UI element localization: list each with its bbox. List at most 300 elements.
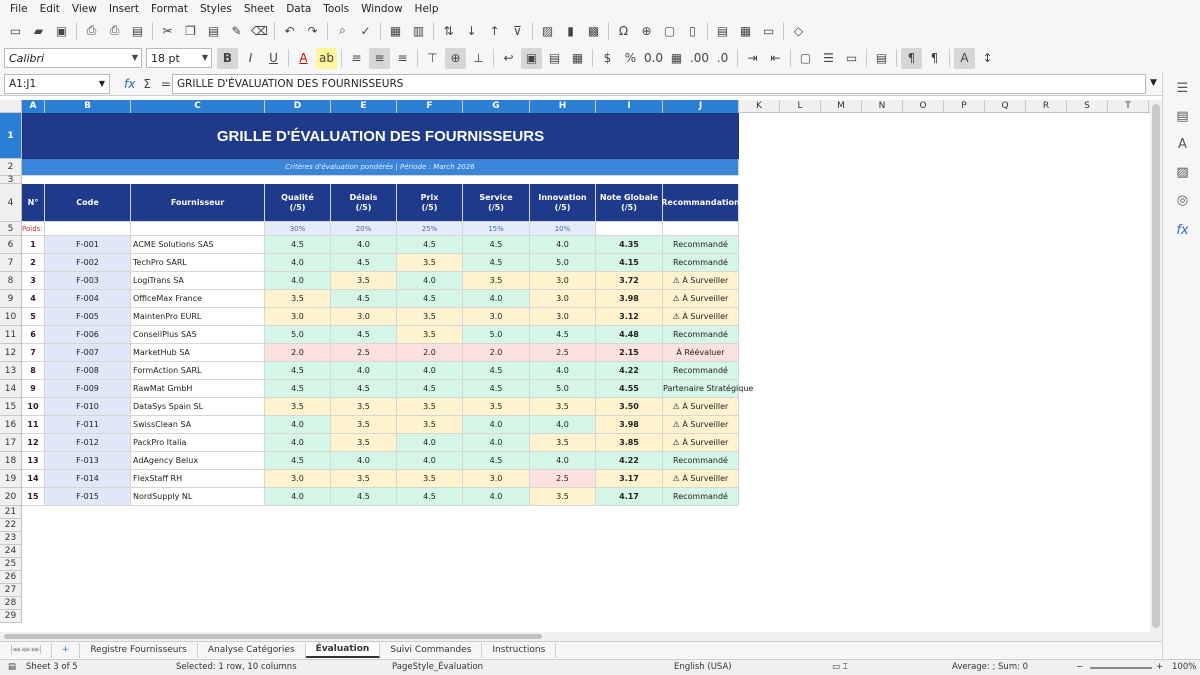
score-cell[interactable]: 4.5 <box>265 380 331 398</box>
recommendation-cell[interactable]: Recommandé <box>663 452 739 470</box>
column-icon[interactable]: ▥ <box>412 23 425 38</box>
row-number-cell[interactable]: 3 <box>22 272 45 290</box>
score-cell[interactable]: 3.5 <box>331 272 397 290</box>
font-name-box[interactable] <box>4 48 142 68</box>
weight-cell[interactable]: 25% <box>397 222 463 236</box>
score-cell[interactable]: 3.0 <box>265 470 331 488</box>
row-header[interactable]: 15 <box>0 398 22 416</box>
gallery-icon[interactable]: ▨ <box>1176 165 1189 180</box>
row-header[interactable]: 16 <box>0 416 22 434</box>
zoom-level[interactable]: 100% <box>1172 662 1197 672</box>
wrap-text-icon[interactable]: ↩ <box>503 51 514 65</box>
score-cell[interactable]: 3.0 <box>331 308 397 326</box>
row-number-cell[interactable]: 15 <box>22 488 45 506</box>
score-cell[interactable]: 2.5 <box>331 344 397 362</box>
row-header[interactable]: 22 <box>0 519 22 532</box>
row-number-cell[interactable]: 5 <box>22 308 45 326</box>
score-cell[interactable]: 4.0 <box>331 362 397 380</box>
recommendation-cell[interactable]: Recommandé <box>663 326 739 344</box>
right-to-left-icon[interactable]: ¶ <box>930 51 939 65</box>
zoom-out-icon[interactable]: − <box>1076 662 1084 672</box>
row-header[interactable]: 9 <box>0 290 22 308</box>
score-cell[interactable]: 3.5 <box>331 470 397 488</box>
weight-cell[interactable]: 10% <box>530 222 596 236</box>
score-cell[interactable]: 4.0 <box>463 416 530 434</box>
column-header[interactable]: T <box>1108 100 1149 113</box>
score-cell[interactable]: 4.0 <box>331 236 397 254</box>
redo-icon[interactable]: ↷ <box>307 23 318 38</box>
menu-item[interactable]: Tools <box>323 2 350 15</box>
new-document-icon[interactable]: ▭ <box>9 23 22 38</box>
score-cell[interactable]: 3.5 <box>397 254 463 272</box>
cell[interactable] <box>131 222 265 236</box>
define-print-area-icon[interactable]: ▤ <box>716 23 729 38</box>
score-cell[interactable]: 4.5 <box>397 488 463 506</box>
overall-score-cell[interactable]: 3.72 <box>596 272 663 290</box>
score-cell[interactable]: 4.0 <box>530 362 596 380</box>
language-status[interactable]: English (USA) <box>674 662 732 672</box>
score-cell[interactable]: 2.0 <box>397 344 463 362</box>
supplier-code-cell[interactable]: F-001 <box>45 236 131 254</box>
supplier-code-cell[interactable]: F-007 <box>45 344 131 362</box>
border-color-icon[interactable]: ▭ <box>845 51 858 65</box>
open-folder-icon[interactable]: ▰ <box>33 23 44 38</box>
column-header[interactable]: H <box>530 100 596 113</box>
highlight-color-icon[interactable]: ab <box>316 48 337 69</box>
score-cell[interactable]: 3.0 <box>530 272 596 290</box>
clear-formatting-icon[interactable]: ⌫ <box>251 23 268 38</box>
overall-score-cell[interactable]: 3.98 <box>596 290 663 308</box>
supplier-name-cell[interactable]: OfficeMax France <box>131 290 265 308</box>
supplier-code-cell[interactable]: F-011 <box>45 416 131 434</box>
score-cell[interactable]: 4.5 <box>265 362 331 380</box>
column-header[interactable]: B <box>45 100 131 113</box>
score-cell[interactable]: 3.5 <box>463 398 530 416</box>
overall-score-cell[interactable]: 4.15 <box>596 254 663 272</box>
supplier-code-cell[interactable]: F-008 <box>45 362 131 380</box>
column-title-cell[interactable] <box>331 184 397 222</box>
supplier-name-cell[interactable]: FormAction SARL <box>131 362 265 380</box>
column-title-cell[interactable] <box>131 184 265 222</box>
row-header[interactable]: 19 <box>0 470 22 488</box>
score-cell[interactable]: 4.0 <box>265 488 331 506</box>
score-cell[interactable]: 5.0 <box>265 326 331 344</box>
score-cell[interactable]: 5.0 <box>530 380 596 398</box>
functions-icon[interactable]: fx <box>1176 223 1189 238</box>
supplier-name-cell[interactable]: ACME Solutions SAS <box>131 236 265 254</box>
column-header[interactable]: R <box>1026 100 1067 113</box>
overall-score-cell[interactable]: 4.35 <box>596 236 663 254</box>
column-header[interactable]: F <box>397 100 463 113</box>
row-header[interactable]: 8 <box>0 272 22 290</box>
left-to-right-icon[interactable]: ¶ <box>901 48 922 69</box>
supplier-name-cell[interactable]: MarketHub SA <box>131 344 265 362</box>
score-cell[interactable]: 4.5 <box>331 290 397 308</box>
score-cell[interactable]: 3.0 <box>463 470 530 488</box>
menu-item[interactable]: Help <box>414 2 439 15</box>
row-header[interactable]: 25 <box>0 558 22 571</box>
column-header[interactable]: G <box>463 100 530 113</box>
menu-item[interactable]: File <box>10 2 28 15</box>
clone-formatting-icon[interactable]: ✎ <box>231 23 242 38</box>
overall-score-cell[interactable]: 3.85 <box>596 434 663 452</box>
row-header[interactable]: 14 <box>0 380 22 398</box>
score-cell[interactable]: 4.5 <box>463 380 530 398</box>
row-header[interactable]: 27 <box>0 584 22 597</box>
autofilter-icon[interactable]: ⊽ <box>513 23 522 38</box>
menu-item[interactable]: Edit <box>39 2 60 15</box>
score-cell[interactable]: 2.0 <box>463 344 530 362</box>
sheet-tab[interactable]: Instructions <box>482 643 556 658</box>
unmerge-cells-icon[interactable]: ▦ <box>571 51 584 65</box>
styles-icon[interactable]: A <box>1178 137 1187 152</box>
recommendation-cell[interactable]: ⚠ À Surveiller <box>663 308 739 326</box>
column-title-cell[interactable] <box>530 184 596 222</box>
column-title-cell[interactable] <box>265 184 331 222</box>
row-header[interactable]: 29 <box>0 610 22 623</box>
score-cell[interactable]: 4.0 <box>463 434 530 452</box>
score-cell[interactable]: 3.5 <box>397 398 463 416</box>
row-number-cell[interactable]: 10 <box>22 398 45 416</box>
score-cell[interactable]: 2.5 <box>530 344 596 362</box>
score-cell[interactable]: 4.5 <box>265 236 331 254</box>
row-number-cell[interactable]: 13 <box>22 452 45 470</box>
row-number-cell[interactable]: 14 <box>22 470 45 488</box>
supplier-name-cell[interactable]: FlexStaff RH <box>131 470 265 488</box>
score-cell[interactable]: 4.0 <box>397 434 463 452</box>
score-cell[interactable]: 4.0 <box>265 272 331 290</box>
row-header[interactable]: 26 <box>0 571 22 584</box>
row-header[interactable]: 21 <box>0 506 22 519</box>
score-cell[interactable]: 4.5 <box>331 488 397 506</box>
sum-icon[interactable]: Σ <box>143 76 151 91</box>
sheet-title-cell[interactable]: GRILLE D'ÉVALUATION DES FOURNISSEURS <box>22 113 739 159</box>
row-header[interactable]: 13 <box>0 362 22 380</box>
score-cell[interactable]: 4.5 <box>331 380 397 398</box>
score-cell[interactable]: 4.5 <box>530 326 596 344</box>
row-header[interactable]: 17 <box>0 434 22 452</box>
recommendation-cell[interactable]: À Réévaluer <box>663 344 739 362</box>
properties-icon[interactable]: ▤ <box>1176 109 1189 124</box>
align-left-icon[interactable]: ≡ <box>351 51 362 65</box>
menu-item[interactable]: View <box>71 2 97 15</box>
column-header[interactable]: L <box>780 100 821 113</box>
function-wizard-icon[interactable]: fx <box>124 76 136 91</box>
row-header[interactable]: 20 <box>0 488 22 506</box>
cell[interactable] <box>596 222 663 236</box>
score-cell[interactable]: 4.5 <box>331 326 397 344</box>
score-cell[interactable]: 4.5 <box>463 236 530 254</box>
freeze-rows-columns-icon[interactable]: ▦ <box>739 23 752 38</box>
score-cell[interactable]: 4.0 <box>397 362 463 380</box>
score-cell[interactable]: 3.5 <box>530 434 596 452</box>
row-header[interactable]: 12 <box>0 344 22 362</box>
vertical-text-icon[interactable]: ↕ <box>982 51 993 65</box>
find-replace-icon[interactable]: ⌕ <box>339 23 346 37</box>
cell[interactable] <box>663 222 739 236</box>
recommendation-cell[interactable]: ⚠ À Surveiller <box>663 398 739 416</box>
currency-format-icon[interactable]: $ <box>603 51 612 65</box>
sheet-tab[interactable]: Suivi Commandes <box>380 643 482 658</box>
overall-score-cell[interactable]: 4.17 <box>596 488 663 506</box>
scrollbar-thumb[interactable] <box>1152 104 1160 628</box>
supplier-name-cell[interactable]: SwissClean SA <box>131 416 265 434</box>
recommendation-cell[interactable]: Recommandé <box>663 362 739 380</box>
supplier-name-cell[interactable]: TechPro SARL <box>131 254 265 272</box>
sort-icon[interactable]: ⇅ <box>443 23 454 38</box>
paste-icon[interactable]: ▤ <box>207 23 220 38</box>
italic-icon[interactable]: I <box>248 51 253 65</box>
select-all-corner[interactable] <box>0 100 22 113</box>
align-top-icon[interactable]: ⊤ <box>427 51 438 65</box>
row-icon[interactable]: ▦ <box>389 23 402 38</box>
vertical-scrollbar[interactable] <box>1150 100 1162 632</box>
overall-score-cell[interactable]: 3.17 <box>596 470 663 488</box>
decrease-indent-icon[interactable]: ⇤ <box>770 51 781 65</box>
score-cell[interactable]: 4.5 <box>463 362 530 380</box>
supplier-name-cell[interactable]: PackPro Italia <box>131 434 265 452</box>
tab-navigation-icon[interactable]: |◂◂ ◂ ▸ ▸▸| <box>0 643 52 658</box>
score-cell[interactable]: 3.0 <box>530 290 596 308</box>
supplier-name-cell[interactable]: DataSys Spain SL <box>131 398 265 416</box>
sort-ascending-icon[interactable]: ↓ <box>466 23 477 38</box>
score-cell[interactable]: 2.5 <box>530 470 596 488</box>
weight-cell[interactable]: 20% <box>331 222 397 236</box>
column-title-cell[interactable] <box>22 184 45 222</box>
overall-score-cell[interactable]: 3.12 <box>596 308 663 326</box>
score-cell[interactable]: 4.5 <box>265 452 331 470</box>
supplier-code-cell[interactable]: F-015 <box>45 488 131 506</box>
supplier-name-cell[interactable]: NordSupply NL <box>131 488 265 506</box>
hyperlink-icon[interactable]: ⊕ <box>641 23 652 38</box>
horizontal-scrollbar[interactable] <box>0 632 1162 641</box>
supplier-name-cell[interactable]: AdAgency Belux <box>131 452 265 470</box>
score-cell[interactable]: 4.5 <box>397 236 463 254</box>
score-cell[interactable]: 5.0 <box>463 326 530 344</box>
score-cell[interactable]: 4.0 <box>463 488 530 506</box>
comment-icon[interactable]: ▢ <box>663 23 676 38</box>
score-cell[interactable]: 3.5 <box>397 308 463 326</box>
supplier-name-cell[interactable]: RawMat GmbH <box>131 380 265 398</box>
date-format-icon[interactable]: ▦ <box>670 51 683 65</box>
selection-mode-icon[interactable]: ▭ ⌶ <box>832 662 848 672</box>
row-header[interactable]: 2 <box>0 159 22 176</box>
row-header[interactable]: 18 <box>0 452 22 470</box>
recommendation-cell[interactable]: Recommandé <box>663 488 739 506</box>
show-draw-functions-icon[interactable]: ◇ <box>793 23 804 38</box>
copy-icon[interactable]: ❐ <box>185 23 196 38</box>
column-title-cell[interactable] <box>463 184 530 222</box>
column-title-cell[interactable] <box>45 184 131 222</box>
add-decimal-icon[interactable]: .00 <box>689 51 710 65</box>
score-cell[interactable]: 3.5 <box>331 398 397 416</box>
merge-cells-icon[interactable]: ▤ <box>548 51 561 65</box>
recommendation-cell[interactable]: ⚠ À Surveiller <box>663 434 739 452</box>
undo-icon[interactable]: ↶ <box>284 23 295 38</box>
weight-cell[interactable]: 15% <box>463 222 530 236</box>
score-cell[interactable]: 4.5 <box>331 254 397 272</box>
score-cell[interactable]: 3.0 <box>265 308 331 326</box>
column-header[interactable]: O <box>903 100 944 113</box>
conditional-format-icon[interactable]: ▤ <box>875 51 888 65</box>
font-color-icon[interactable]: A <box>299 51 308 65</box>
scrollbar-thumb[interactable] <box>4 634 542 639</box>
row-number-cell[interactable]: 7 <box>22 344 45 362</box>
split-window-icon[interactable]: ▭ <box>762 23 775 38</box>
score-cell[interactable]: 3.5 <box>331 416 397 434</box>
supplier-code-cell[interactable]: F-010 <box>45 398 131 416</box>
text-orientation-icon[interactable]: A <box>954 48 975 69</box>
recommendation-cell[interactable]: ⚠ À Surveiller <box>663 416 739 434</box>
recommendation-cell[interactable]: Partenaire Stratégique <box>663 380 739 398</box>
score-cell[interactable]: 3.5 <box>530 488 596 506</box>
column-title-cell[interactable] <box>397 184 463 222</box>
menu-item[interactable]: Insert <box>108 2 139 15</box>
recommendation-cell[interactable]: Recommandé <box>663 236 739 254</box>
supplier-name-cell[interactable]: LogiTrans SA <box>131 272 265 290</box>
row-number-cell[interactable]: 9 <box>22 380 45 398</box>
score-cell[interactable]: 4.0 <box>397 272 463 290</box>
row-number-cell[interactable]: 12 <box>22 434 45 452</box>
supplier-code-cell[interactable]: F-012 <box>45 434 131 452</box>
overall-score-cell[interactable]: 3.50 <box>596 398 663 416</box>
pivot-table-icon[interactable]: ▩ <box>587 23 600 38</box>
row-header[interactable]: 3 <box>0 176 22 184</box>
column-header[interactable]: J <box>663 100 739 113</box>
menu-item[interactable]: Window <box>361 2 403 15</box>
column-header[interactable]: P <box>944 100 985 113</box>
row-header[interactable]: 23 <box>0 532 22 545</box>
supplier-code-cell[interactable]: F-006 <box>45 326 131 344</box>
export-pdf-icon[interactable]: ⎙ <box>86 23 97 37</box>
zoom-in-icon[interactable]: + <box>1156 662 1164 672</box>
score-cell[interactable]: 4.0 <box>265 416 331 434</box>
column-header[interactable]: D <box>265 100 331 113</box>
sheet-subtitle-cell[interactable]: Critères d'évaluation pondérés | Période : March 2026 <box>22 159 739 176</box>
formula-input[interactable] <box>172 74 1146 94</box>
row-header[interactable]: 6 <box>0 236 22 254</box>
score-cell[interactable]: 2.0 <box>265 344 331 362</box>
spreadsheet-grid[interactable] <box>0 100 1162 632</box>
row-header[interactable]: 5 <box>0 222 22 236</box>
expand-formula-icon[interactable]: ▼ <box>1150 78 1157 88</box>
score-cell[interactable]: 4.0 <box>265 254 331 272</box>
score-cell[interactable]: 4.0 <box>463 290 530 308</box>
header-footer-icon[interactable]: ▯ <box>689 23 696 38</box>
supplier-code-cell[interactable]: F-009 <box>45 380 131 398</box>
weight-cell[interactable]: 30% <box>265 222 331 236</box>
align-right-icon[interactable]: ≡ <box>397 51 408 65</box>
score-cell[interactable]: 3.5 <box>463 272 530 290</box>
number-format-icon[interactable]: 0.0 <box>643 51 664 65</box>
print-icon[interactable]: ⎙ <box>109 23 120 37</box>
column-header[interactable]: E <box>331 100 397 113</box>
row-number-cell[interactable]: 1 <box>22 236 45 254</box>
supplier-code-cell[interactable]: F-003 <box>45 272 131 290</box>
sort-descending-icon[interactable]: ↑ <box>489 23 500 38</box>
menu-item[interactable]: Sheet <box>243 2 275 15</box>
insert-image-icon[interactable]: ▨ <box>541 23 554 38</box>
column-header[interactable]: S <box>1067 100 1108 113</box>
overall-score-cell[interactable]: 3.98 <box>596 416 663 434</box>
print-preview-icon[interactable]: ▤ <box>131 23 144 38</box>
score-cell[interactable]: 4.5 <box>463 452 530 470</box>
recommendation-cell[interactable]: ⚠ À Surveiller <box>663 272 739 290</box>
supplier-code-cell[interactable]: F-005 <box>45 308 131 326</box>
align-center-icon[interactable]: ≡ <box>369 48 390 69</box>
supplier-name-cell[interactable]: MaintenPro EURL <box>131 308 265 326</box>
score-cell[interactable]: 4.0 <box>397 452 463 470</box>
overall-score-cell[interactable]: 4.22 <box>596 362 663 380</box>
menu-item[interactable]: Styles <box>199 2 232 15</box>
overall-score-cell[interactable]: 4.22 <box>596 452 663 470</box>
score-cell[interactable]: 3.5 <box>265 290 331 308</box>
spellcheck-icon[interactable]: ✓ <box>360 23 371 38</box>
column-header[interactable]: Q <box>985 100 1026 113</box>
recommendation-cell[interactable]: Recommandé <box>663 254 739 272</box>
menu-item[interactable]: Data <box>286 2 312 15</box>
insert-chart-icon[interactable]: ▮ <box>567 23 574 38</box>
supplier-code-cell[interactable]: F-002 <box>45 254 131 272</box>
score-cell[interactable]: 4.0 <box>530 236 596 254</box>
increase-indent-icon[interactable]: ⇥ <box>747 51 758 65</box>
weights-label-cell[interactable]: Poids: <box>22 222 45 236</box>
column-header[interactable]: C <box>131 100 265 113</box>
row-header[interactable]: 28 <box>0 597 22 610</box>
column-header[interactable]: M <box>821 100 862 113</box>
score-cell[interactable]: 3.5 <box>331 434 397 452</box>
cut-icon[interactable]: ✂ <box>162 23 173 38</box>
special-character-icon[interactable]: Ω <box>618 23 629 38</box>
score-cell[interactable]: 3.5 <box>397 470 463 488</box>
sheet-tab[interactable]: Registre Fournisseurs <box>80 643 198 658</box>
row-number-cell[interactable]: 6 <box>22 326 45 344</box>
align-bottom-icon[interactable]: ⊥ <box>473 51 484 65</box>
row-header[interactable]: 10 <box>0 308 22 326</box>
row-number-cell[interactable]: 11 <box>22 416 45 434</box>
delete-decimal-icon[interactable]: .0 <box>716 51 729 65</box>
zoom-slider[interactable] <box>1090 667 1152 669</box>
font-size-box[interactable] <box>146 48 212 68</box>
border-style-icon[interactable]: ☰ <box>823 51 834 65</box>
column-title-cell[interactable] <box>663 184 739 222</box>
sheet-tab[interactable]: Analyse Catégories <box>198 643 306 658</box>
row-number-cell[interactable]: 2 <box>22 254 45 272</box>
row-header[interactable]: 1 <box>0 113 22 159</box>
score-cell[interactable]: 4.5 <box>397 380 463 398</box>
row-header[interactable]: 11 <box>0 326 22 344</box>
row-header[interactable]: 7 <box>0 254 22 272</box>
name-box[interactable] <box>4 74 110 94</box>
column-header[interactable]: I <box>596 100 663 113</box>
score-cell[interactable]: 3.5 <box>265 398 331 416</box>
overall-score-cell[interactable]: 4.55 <box>596 380 663 398</box>
recommendation-cell[interactable]: ⚠ À Surveiller <box>663 470 739 488</box>
add-sheet-icon[interactable]: + <box>52 643 81 658</box>
recommendation-cell[interactable]: ⚠ À Surveiller <box>663 290 739 308</box>
formula-icon[interactable]: = <box>160 76 171 91</box>
supplier-code-cell[interactable]: F-013 <box>45 452 131 470</box>
row-header[interactable]: 4 <box>0 184 22 222</box>
supplier-name-cell[interactable]: ConseilPlus SAS <box>131 326 265 344</box>
menu-icon[interactable]: ☰ <box>1176 81 1189 96</box>
score-cell[interactable]: 3.5 <box>397 326 463 344</box>
menu-item[interactable]: Format <box>150 2 188 15</box>
cell[interactable] <box>45 222 131 236</box>
row-number-cell[interactable]: 4 <box>22 290 45 308</box>
save-icon[interactable]: ▣ <box>55 23 68 38</box>
score-cell[interactable]: 3.0 <box>463 308 530 326</box>
